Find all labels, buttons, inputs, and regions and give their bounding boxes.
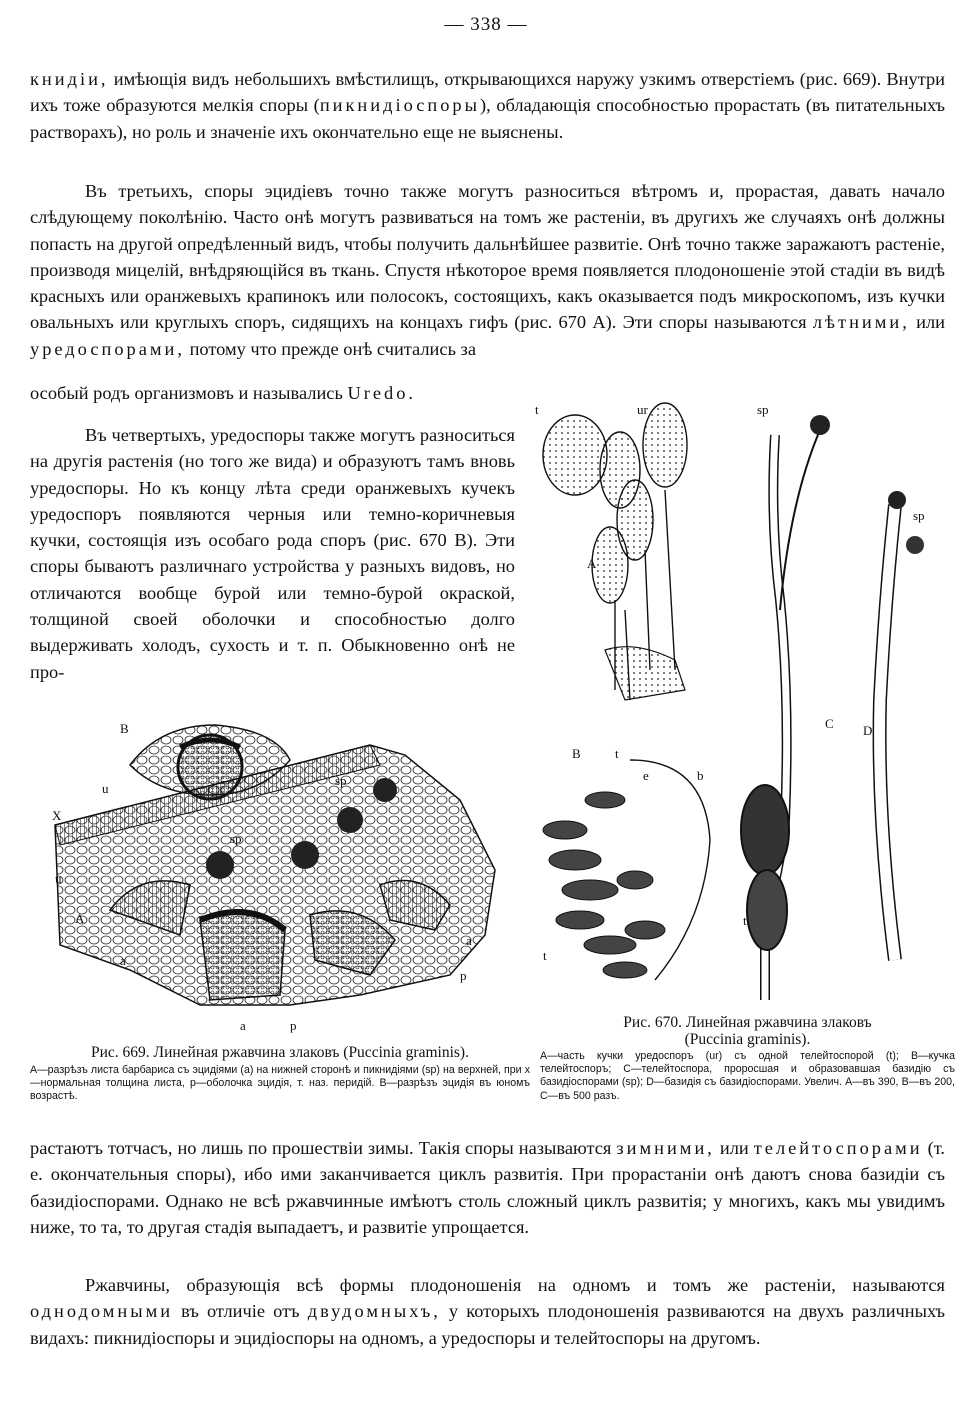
label-D: D <box>863 723 873 738</box>
label-sp-2: sp <box>335 773 347 788</box>
paragraph-5-text-a: Ржавчины, образующія всѣ формы плодоношенія на одномъ и томъ же растеніи, называются <box>85 1275 945 1295</box>
term-knidii: книдіи, <box>30 69 109 89</box>
paragraph-4-text-b: или <box>714 1138 754 1158</box>
label-sp-2: sp <box>913 508 925 523</box>
term-zimnimi: зимними, <box>616 1138 715 1158</box>
term-dvudomnykh: двудомныхъ, <box>307 1301 441 1322</box>
label-A: A <box>75 911 85 926</box>
label-ur: ur <box>637 402 648 417</box>
fig670-part-B <box>543 792 665 978</box>
figure-669-drawing <box>40 705 530 1035</box>
paragraph-2-text-c: потому что прежде онѣ считались за <box>184 338 476 359</box>
label-B: B <box>572 746 581 761</box>
paragraph-2-text-b: или <box>909 312 945 333</box>
paragraph-1-text-b: ), обладающія способностью прорастать (въ питательныхъ растворахъ), но роль и значеніе ихъ окончательно еще не выяснены. <box>30 95 945 142</box>
label-X: X <box>52 808 62 823</box>
label-e: e <box>643 768 649 783</box>
paragraph-3: Въ четвертыхъ, уредоспоры также могутъ разноситься на другія растенія (но того же вида) и образуютъ тамъ вновь уредоспоры. Но къ концу лѣта среди оранжевыхъ кучекъ уредоспоръ появляются черныя или темно-коричневыя кучки, состоящія изъ особаго рода споръ (рис. 670 В). Эти споры бываютъ различнаго устройства у разныхъ видовъ, но отличаются вообще бурой или темно-бурой окраской, толщиной своей оболочки и способностью долго выдерживать холодъ, сухость и т. п. Обыкновенно онѣ не про- <box>30 425 515 682</box>
figure-670-caption-body: А—часть кучки уредоспоръ (ur) съ одной телейтоспорой (t); В—кучка телейтоспоръ; С—телейтоспора, проросшая и образовавшая базидію съ базидіоспорами (sp); D—базидія съ базидіоспорами. Увелич. А—въ 390, В—въ 200, С—въ 500 разъ. <box>540 1050 955 1102</box>
figure-669-caption-body: А—разрѣзъ листа барбариса съ эцидіями (а) на нижней сторонѣ и пикнидіями (sp) на верхней, при x—нормальная толщина листа, p—оболочка эцидія, т. наз. перидій. В—разрѣзъ эцидія въ юномъ возрастѣ. <box>30 1064 530 1103</box>
label-t-4: t <box>743 913 747 928</box>
figure-670 <box>535 400 955 1010</box>
paragraph-2-text-d: особый родъ организмовъ и назывались <box>30 383 348 403</box>
term-odnodomnymi: однодомными <box>30 1301 174 1322</box>
paragraph-1-text-a: имѣющія видъ небольшихъ вмѣстилищъ, открывающихся наружу узкимъ отверстіемъ (рис. 669). Внутри ихъ тоже образуются мелкія споры ( <box>30 69 945 116</box>
label-a-3: a <box>466 933 472 948</box>
figure-670-drawing <box>535 400 955 1010</box>
paragraph-1 <box>30 66 945 145</box>
term-letnimi: лѣтними, <box>812 312 910 333</box>
label-B: B <box>120 721 129 736</box>
figure-670-caption-title-1: Рис. 670. Линейная ржавчина злаковъ <box>623 1014 872 1031</box>
label-p-2: p <box>460 968 467 983</box>
label-u: u <box>102 781 109 796</box>
term-teleitosporami: телейтоспорами <box>753 1138 923 1158</box>
label-sp-1: sp <box>757 402 769 417</box>
label-b: b <box>697 768 704 783</box>
term-piknidiospory: пикнидіоспоры <box>319 95 480 116</box>
paragraph-2-end <box>30 380 530 406</box>
label-sp-1: sp <box>230 831 242 846</box>
label-t-2: t <box>615 746 619 761</box>
label-a-2: a <box>240 1018 246 1033</box>
term-uredo: Uredo. <box>347 383 416 403</box>
label-a-1: a <box>120 953 126 968</box>
term-uredosporami: уредоспорами, <box>30 338 185 359</box>
figure-669 <box>40 705 530 1035</box>
paragraph-5-text-b: въ отличіе отъ <box>173 1301 308 1322</box>
label-u-2: u <box>55 871 62 886</box>
label-t-3: t <box>543 948 547 963</box>
paragraph-4 <box>30 1135 945 1240</box>
paragraph-2 <box>30 178 945 362</box>
label-C: C <box>825 716 834 731</box>
paragraph-4-text-c: (т. е. окончательныя споры), ибо ими заканчивается циклъ развитія. При прорастаніи онѣ даютъ снова базидіи съ базидіоспорами. Однако не всѣ ржавчинные имѣютъ столь сложный циклъ развитія; у многихъ, какъ мы увидимъ ниже, то та, то другая стадія выпадаетъ, и развитіе упрощается. <box>30 1138 945 1237</box>
figure-669-caption-title: Рис. 669. Линейная ржавчина злаковъ (Puccinia graminis). <box>91 1044 469 1061</box>
label-p-1: p <box>290 1018 297 1033</box>
paragraph-2-text-a: Въ третьихъ, споры эцидіевъ точно также могутъ разноситься вѣтромъ и, прорастая, давать начало слѣдующему поколѣнію. Часто онѣ могутъ развиваться на томъ же растеніи, въ другихъ же случаяхъ онѣ должны попасть на другой опредѣленный видъ, чтобы получить дальнѣйшее развитіе. Онѣ точно также заражаютъ растеніе, производя мицелій, внѣдряющійся въ ткань. Спустя нѣкоторое время появляется плодоношеніе этой стадіи въ видѣ красныхъ или оранжевыхъ крапинокъ или полосокъ, состоящихъ, какъ оказывается подъ микроскопомъ, изъ кучки овальныхъ или круглыхъ споръ, сидящихъ на концахъ гифъ (рис. 670 А). Эти споры называются <box>30 181 945 333</box>
figure-670-caption-title-2: (Puccinia graminis). <box>684 1031 811 1048</box>
page-number: — 338 — <box>444 14 528 35</box>
paragraph-5 <box>30 1272 945 1351</box>
label-t: t <box>535 402 539 417</box>
paragraph-4-text-a: растаютъ тотчасъ, но лишь по прошествіи зимы. Такія споры называются <box>30 1138 617 1158</box>
label-A: A <box>587 556 597 571</box>
paragraph-5-text-c: у которыхъ плодоношенія развиваются на двухъ различныхъ видахъ: пикнидіоспоры и эцидіоспоры на одномъ, а уредоспоры и телейтоспоры на другомъ. <box>30 1301 945 1348</box>
